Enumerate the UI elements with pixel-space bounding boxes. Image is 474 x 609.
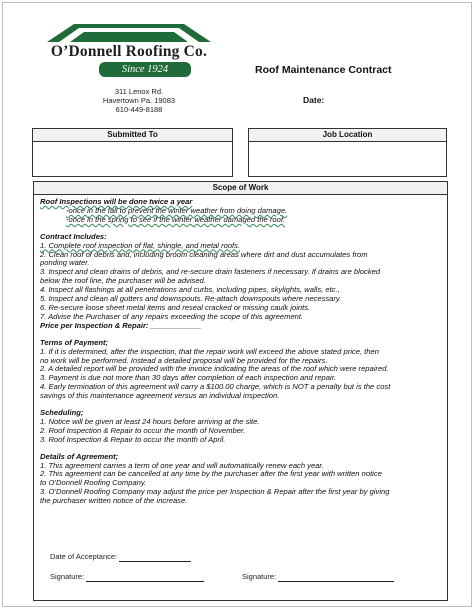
date-of-acceptance-line[interactable] — [119, 553, 191, 562]
company-logo — [41, 22, 217, 80]
includes-line: 5. Inspect and clean all gutters and downspouts. Re-attach downspouts where necessary. — [40, 294, 342, 304]
scheduling-line: 1. Notice will be given at least 24 hours before arriving at the site. — [40, 416, 260, 426]
details-line: to O’Donnell Roofing Company. — [40, 478, 147, 488]
date-label: Date: — [303, 95, 325, 105]
date-of-acceptance-row — [50, 553, 191, 562]
scheduling-line: 2. Roof Inspection & Repair to occur the month of November. — [40, 425, 246, 435]
payment-line: 3. Payment is due not more than 30 days after completion of each inspection and repair. — [40, 373, 337, 383]
includes-line: ponding water. — [40, 258, 90, 268]
payment-line: 1. If it is determined, after the inspection, that the repair work will exceed the above stated price, then — [40, 346, 379, 356]
scheduling-heading: Scheduling; — [40, 408, 84, 418]
scope-of-work-heading: Scope of Work — [34, 182, 447, 195]
payment-line: savings of this maintenance agreement versus an individual inspection. — [40, 391, 280, 401]
signature-left-row — [50, 573, 204, 582]
page-title: Roof Maintenance Contract — [255, 64, 392, 76]
signature-left-label: Signature: — [50, 572, 85, 582]
price-line: Price per Inspection & Repair: ____________ — [40, 320, 202, 330]
includes-line: 1. Complete roof inspection of flat, shingle, and metal roofs. — [40, 240, 241, 250]
includes-line: 3. Inspect and clean drains of debris, and re-secure drain fasteners if necessary. If drains are blocked — [40, 267, 381, 277]
company-name: O’Donnell Roofing Co. — [50, 43, 208, 60]
details-line: the purchaser written notice of the increase. — [40, 496, 188, 506]
includes-line: 7. Advise the Purchaser of any repairs exceeding the scope of this agreement. — [40, 311, 304, 321]
payment-line: 4. Early termination of this agreement will carry a $100.00 charge, which is NOT a penalty but is the cost — [40, 382, 391, 392]
since-banner: Since 1924 — [99, 62, 191, 77]
includes-line: below the roof line, the purchaser will be advised. — [40, 276, 206, 286]
address-city: Havertown Pa. 19083 — [102, 96, 176, 106]
details-heading: Details of Agreement; — [40, 451, 119, 461]
job-location-heading: Job Location — [249, 129, 446, 142]
details-line: 3. O’Donnell Roofing Company may adjust the price per Inspection & Repair after the first year by giving — [40, 487, 390, 497]
submitted-to-heading: Submitted To — [33, 129, 232, 142]
address-street: 311 Lenox Rd. — [114, 87, 164, 96]
details-line: 2. This agreement can be cancelled at any time by the purchaser after the first year with written notice — [40, 469, 382, 479]
signature-right-label: Signature: — [242, 572, 277, 582]
inspection-line: -once in the spring to see if the winter weather damaged the roof. — [66, 214, 286, 224]
payment-line: no work will be performed. Instead a detailed proposal will be provided for the repairs. — [40, 355, 328, 365]
address-phone: 610-449-8188 — [115, 105, 163, 115]
inspections-heading: Roof Inspections will be done twice a year — [40, 197, 193, 206]
signature-right-row — [242, 573, 394, 582]
signature-right-line[interactable] — [278, 573, 394, 582]
signature-left-line[interactable] — [86, 573, 204, 582]
scope-body — [40, 197, 444, 582]
contract-page — [2, 2, 472, 607]
submitted-to-box[interactable] — [32, 128, 233, 177]
includes-line: 2. Clean roof of debris and, including broom cleaning areas where dirt and dust accumulates from — [40, 249, 368, 259]
payment-line: 2. A detailed report will be provided with the invoice indicating the areas of the roof which were repaired. — [40, 364, 389, 374]
job-location-box[interactable] — [248, 128, 447, 177]
date-of-acceptance-label: Date of Acceptance: — [50, 552, 118, 562]
company-address — [89, 87, 189, 115]
scope-of-work-box — [33, 181, 448, 601]
includes-line: 4. Inspect all flashings at all penetrations and curbs, including pipes, skylights, walls, etc., — [40, 285, 340, 295]
details-line: 1. This agreement carries a term of one year and will automatically renew each year. — [40, 460, 324, 470]
includes-heading: Contract Includes: — [40, 231, 107, 241]
inspection-line: -once in the fall to prevent the winter weather from doing damage. — [66, 205, 288, 215]
includes-line: 6. Re-secure loose sheet metal items and reseal cracked or missing caulk joints. — [40, 302, 311, 312]
scheduling-line: 3. Roof Inspection & Repair to occur the month of April. — [40, 434, 226, 444]
payment-heading: Terms of Payment; — [40, 337, 109, 347]
